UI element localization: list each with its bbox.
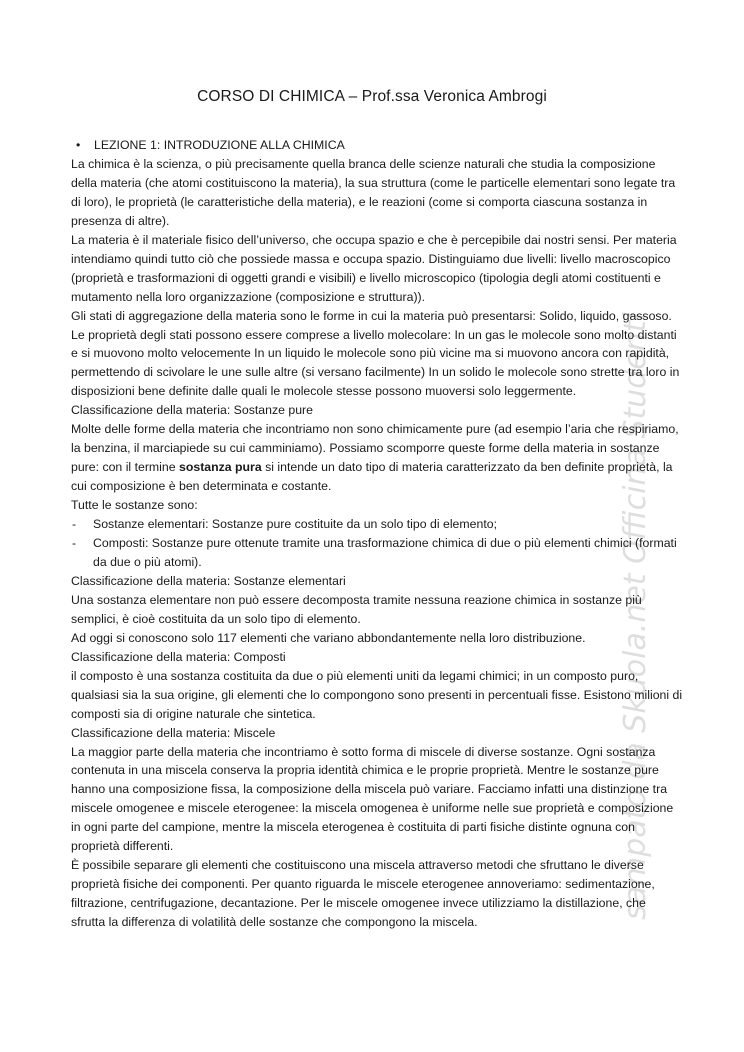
lesson-heading [71, 136, 683, 155]
paragraph-pure-substances [71, 420, 683, 496]
list-item-text: Sostanze elementari: Sostanze pure costituite da un solo tipo di elemento; [93, 517, 497, 532]
section-heading-pure-substances: Classificazione della materia: Sostanze pure [71, 403, 313, 418]
paragraph-elementary: Una sostanza elementare non può essere decomposta tramite nessuna reazione chimica in sostanze più semplici, è cioè costituita da un solo tipo di elemento. [71, 592, 642, 626]
section-heading-mixtures: Classificazione della materia: Miscele [71, 725, 276, 740]
bullet-icon: • [76, 138, 81, 152]
text-span: si intende un dato tipo di materia caratterizzato da ben definite proprietà, la cui composizione è ben determinata e costante. [71, 460, 673, 494]
list-item-text: Composti: Sostanze pure ottenute tramite una trasformazione chimica di due o più elementi chimici (formati da due o più atomi). [93, 536, 677, 569]
bold-term: sostanza pura [179, 460, 262, 475]
document-body [71, 136, 683, 932]
paragraph-elements-count: Ad oggi si conoscono solo 117 elementi che variano abbondantemente nella loro distribuzione. [71, 630, 586, 645]
watermark: sampato da Skuola.net Officina Studenti [618, 312, 653, 920]
paragraph-states: Gli stati di aggregazione della materia sono le forme in cui la materia può presentarsi: Solido, liquido, gassoso. Le proprietà degli stati possono essere comprese a livello molecolare: In un gas le molecole sono molto distanti e si muovono molto velocemente In un liquido le molecole sono più vicine ma si muovono ancora con rapidità, permettendo di scivolare le une sulle altre (si versano facilmente) In un solido le molecole sono strette tra loro in disposizioni bene definite dalle quali le molecole stesse possono muoversi solo leggermente. [71, 308, 680, 399]
paragraph-mixtures: La maggior parte della materia che incontriamo è sotto forma di miscele di diverse sostanze. Ogni sostanza contenuta in una miscela conserva la propria identità chimica e le proprie proprietà. Mentre le sostanze pure hanno una composizione fissa, la composizione della miscela può variare. Facciamo infatti una distinzione tra miscele omogenee e miscele eterogenee: la miscela omogenea è uniforme nelle sue proprietà e composizione in ogni parte del campione, mentre la miscela eterogenea è costituita di parti fisiche distinte ognuna con proprietà differenti. [71, 744, 674, 854]
list-item [71, 515, 683, 534]
section-heading-elementary: Classificazione della materia: Sostanze elementari [71, 573, 346, 588]
section-heading-compounds: Classificazione della materia: Composti [71, 649, 286, 664]
dash-icon: - [72, 536, 77, 551]
paragraph-matter: La materia è il materiale fisico dell’universo, che occupa spazio e che è percepibile dai nostri sensi. Per materia intendiamo quindi tutto ciò che possiede massa e occupa spazio. Distinguiamo due livelli: livello macroscopico (proprietà e trasformazioni di oggetti grandi e visibili) e livello microscopico (tipologia degli atomi costituenti e mutamento nella loro organizzazione (composizione e struttura)). [71, 232, 677, 304]
paragraph-all-substances: Tutte le sostanze sono: [71, 498, 198, 513]
paragraph-separation: È possibile separare gli elementi che costituiscono una miscela attraverso metodi che sfruttano le diverse proprietà fisiche dei componenti. Per quanto riguarda le miscele eterogenee annoveriamo: sedimentazione, filtrazione, centrifugazione, decantazione. Per le miscele omogenee invece utilizziamo la distillazione, che sfrutta la differenza di volatilità delle sostanze che compongono la miscela. [71, 858, 655, 930]
paragraph-compounds: il composto è una sostanza costituita da due o più elementi uniti da legami chimici; in un composto puro, qualsiasi sia la sua origine, gli elementi che lo compongono sono presenti in percentuali fisse. Esistono milioni di composti sia di origine naturale che sintetica. [71, 668, 683, 721]
document-title: CORSO DI CHIMICA – Prof.ssa Veronica Ambrogi [197, 88, 547, 105]
dash-icon: - [72, 517, 77, 532]
list-item [71, 534, 683, 572]
lesson-heading-text: LEZIONE 1: INTRODUZIONE ALLA CHIMICA [94, 138, 345, 152]
paragraph-definition-chemistry: La chimica è la scienza, o più precisamente quella branca delle scienze naturali che studia la composizione della materia (che atomi costituiscono la materia), la sua struttura (come le particelle elementari sono legate tra di loro), le proprietà (le caratteristiche della materia), e le reazioni (come si comporta ciascuna sostanza in presenza di altre). [71, 156, 676, 228]
text-span: Molte delle forme della materia che incontriamo non sono chimicamente pure (ad esempio l’aria che respiriamo, la benzina, il marciapiede su cui camminiamo). Possiamo scomporre queste forme della materia in sostanze pure: con il termine [71, 422, 679, 475]
